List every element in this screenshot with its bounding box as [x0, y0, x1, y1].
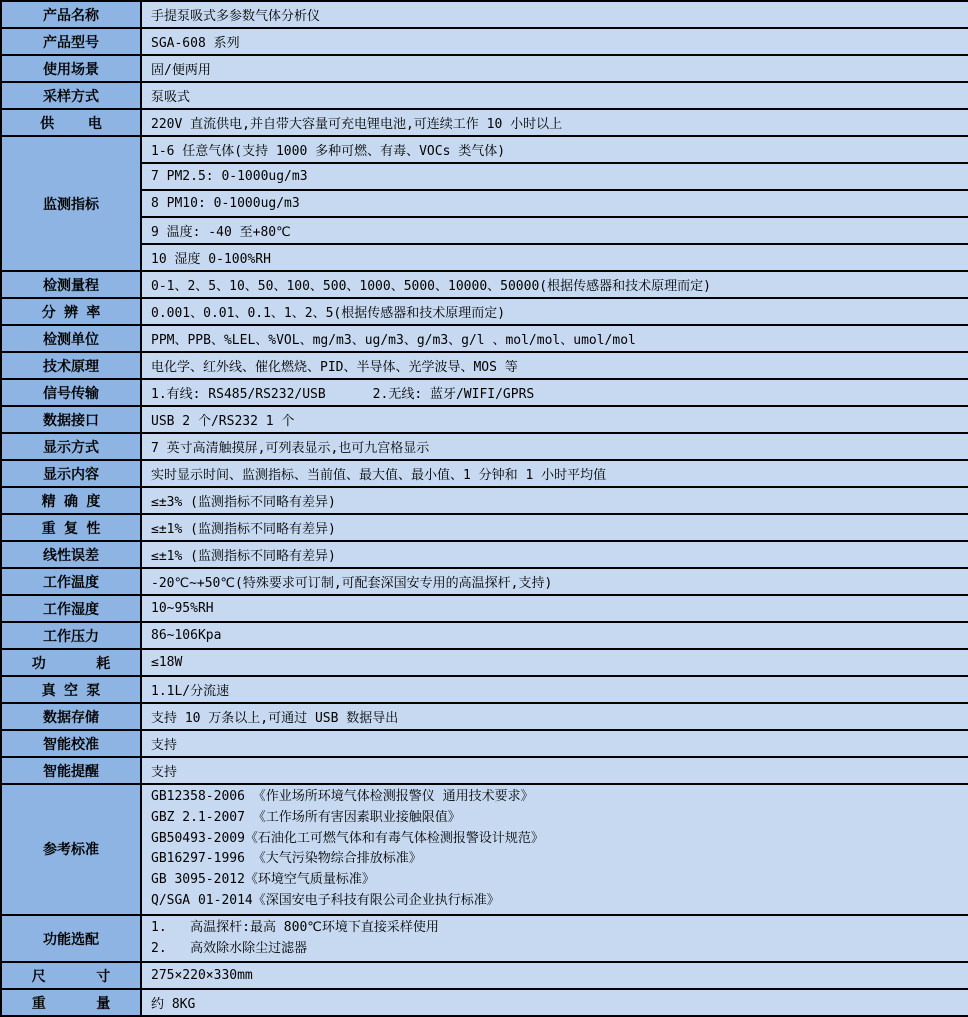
value-line: GB 3095-2012《环境空气质量标准》 — [151, 872, 375, 888]
row-value: 8 PM10: 0-1000ug/m3 — [141, 190, 968, 217]
row-value: 1.1L/分流速 — [141, 676, 968, 703]
row-label: 显示方式 — [1, 433, 141, 460]
row-value — [141, 915, 968, 963]
row-value: ≤±1% (监测指标不同略有差异) — [141, 541, 968, 568]
value-line: GB50493-2009《石油化工可燃气体和有毒气体检测报警设计规范》 — [151, 830, 544, 846]
row-label: 线性误差 — [1, 541, 141, 568]
spec-row — [1, 514, 968, 541]
row-value: 0.001、0.01、0.1、1、2、5(根据传感器和技术原理而定) — [141, 298, 968, 325]
spec-row — [1, 568, 968, 595]
spec-row — [1, 55, 968, 82]
row-label: 产品名称 — [1, 1, 141, 28]
spec-row — [1, 703, 968, 730]
row-value: 支持 10 万条以上,可通过 USB 数据导出 — [141, 703, 968, 730]
row-value: 手提泵吸式多参数气体分析仪 — [141, 1, 968, 28]
spec-row — [1, 649, 968, 676]
spec-row — [1, 757, 968, 784]
value-line: GB16297-1996 《大气污染物综合排放标准》 — [151, 851, 422, 867]
row-value: 泵吸式 — [141, 82, 968, 109]
row-label: 智能提醒 — [1, 757, 141, 784]
row-label: 工作温度 — [1, 568, 141, 595]
row-value: 实时显示时间、监测指标、当前值、最大值、最小值、1 分钟和 1 小时平均值 — [141, 460, 968, 487]
row-value: 支持 — [141, 730, 968, 757]
row-value: ≤18W — [141, 649, 968, 676]
spec-row — [1, 915, 968, 963]
spec-subrow — [1, 190, 968, 217]
row-value: 10 湿度 0-100%RH — [141, 244, 968, 271]
row-label: 检测单位 — [1, 325, 141, 352]
row-value: 9 温度: -40 至+80℃ — [141, 217, 968, 244]
row-value: -20℃~+50℃(特殊要求可订制,可配套深国安专用的高温探杆,支持) — [141, 568, 968, 595]
spec-table-body — [1, 1, 968, 1016]
row-label: 功能选配 — [1, 915, 141, 963]
row-label: 智能校准 — [1, 730, 141, 757]
spec-subrow — [1, 217, 968, 244]
row-label: 工作湿度 — [1, 595, 141, 622]
spec-row — [1, 730, 968, 757]
spec-subrow — [1, 163, 968, 190]
row-label: 数据接口 — [1, 406, 141, 433]
row-label: 监测指标 — [1, 136, 141, 271]
row-label: 真 空 泵 — [1, 676, 141, 703]
row-label: 产品型号 — [1, 28, 141, 55]
spec-row — [1, 28, 968, 55]
row-label: 技术原理 — [1, 352, 141, 379]
row-value: USB 2 个/RS232 1 个 — [141, 406, 968, 433]
spec-row — [1, 406, 968, 433]
row-value: 0-1、2、5、10、50、100、500、1000、5000、10000、50000(根据传感器和技术原理而定) — [141, 271, 968, 298]
value-line: GBZ 2.1-2007 《工作场所有害因素职业接触限值》 — [151, 809, 461, 825]
spec-row — [1, 325, 968, 352]
row-value: SGA-608 系列 — [141, 28, 968, 55]
row-label: 供 电 — [1, 109, 141, 136]
row-value — [141, 784, 968, 915]
row-value: 275×220×330mm — [141, 962, 968, 989]
row-label: 工作压力 — [1, 622, 141, 649]
row-value: 86~106Kpa — [141, 622, 968, 649]
spec-row — [1, 989, 968, 1016]
row-label: 精 确 度 — [1, 487, 141, 514]
row-label: 数据存储 — [1, 703, 141, 730]
row-label: 分 辨 率 — [1, 298, 141, 325]
row-value: PPM、PPB、%LEL、%VOL、mg/m3、ug/m3、g/m3、g/l 、mol/mol、umol/mol — [141, 325, 968, 352]
spec-row — [1, 962, 968, 989]
spec-row — [1, 460, 968, 487]
spec-row — [1, 352, 968, 379]
row-label: 显示内容 — [1, 460, 141, 487]
spec-row — [1, 784, 968, 915]
row-label: 重 复 性 — [1, 514, 141, 541]
row-label: 功 耗 — [1, 649, 141, 676]
row-value: 10~95%RH — [141, 595, 968, 622]
row-label: 尺 寸 — [1, 962, 141, 989]
value-line: 1. 高温探杆:最高 800℃环境下直接采样使用 — [151, 919, 439, 935]
spec-row — [1, 379, 968, 406]
value-line: GB12358-2006 《作业场所环境气体检测报警仪 通用技术要求》 — [151, 789, 534, 804]
row-value: 电化学、红外线、催化燃烧、PID、半导体、光学波导、MOS 等 — [141, 352, 968, 379]
spec-subrow — [1, 244, 968, 271]
spec-row — [1, 541, 968, 568]
row-value: 7 PM2.5: 0-1000ug/m3 — [141, 163, 968, 190]
row-value: 1-6 任意气体(支持 1000 多种可燃、有毒、VOCs 类气体) — [141, 136, 968, 163]
value-line: 2. 高效除水除尘过滤器 — [151, 940, 308, 956]
row-value: 1.有线: RS485/RS232/USB 2.无线: 蓝牙/WIFI/GPRS — [141, 379, 968, 406]
row-value: ≤±1% (监测指标不同略有差异) — [141, 514, 968, 541]
spec-row — [1, 433, 968, 460]
spec-row — [1, 109, 968, 136]
spec-row — [1, 271, 968, 298]
row-value: 固/便两用 — [141, 55, 968, 82]
row-value: 220V 直流供电,并自带大容量可充电锂电池,可连续工作 10 小时以上 — [141, 109, 968, 136]
spec-row — [1, 82, 968, 109]
spec-row — [1, 595, 968, 622]
row-label: 信号传输 — [1, 379, 141, 406]
row-value: 支持 — [141, 757, 968, 784]
spec-row — [1, 487, 968, 514]
spec-row — [1, 1, 968, 28]
row-value: 7 英寸高清触摸屏,可列表显示,也可九宫格显示 — [141, 433, 968, 460]
row-label: 重 量 — [1, 989, 141, 1016]
row-label: 参考标准 — [1, 784, 141, 915]
row-label: 检测量程 — [1, 271, 141, 298]
row-label: 使用场景 — [1, 55, 141, 82]
spec-row — [1, 622, 968, 649]
spec-row — [1, 298, 968, 325]
spec-row — [1, 676, 968, 703]
row-value: 约 8KG — [141, 989, 968, 1016]
row-value: ≤±3% (监测指标不同略有差异) — [141, 487, 968, 514]
row-label: 采样方式 — [1, 82, 141, 109]
spec-subrow — [1, 136, 968, 163]
value-line: Q/SGA 01-2014《深国安电子科技有限公司企业执行标准》 — [151, 892, 500, 908]
